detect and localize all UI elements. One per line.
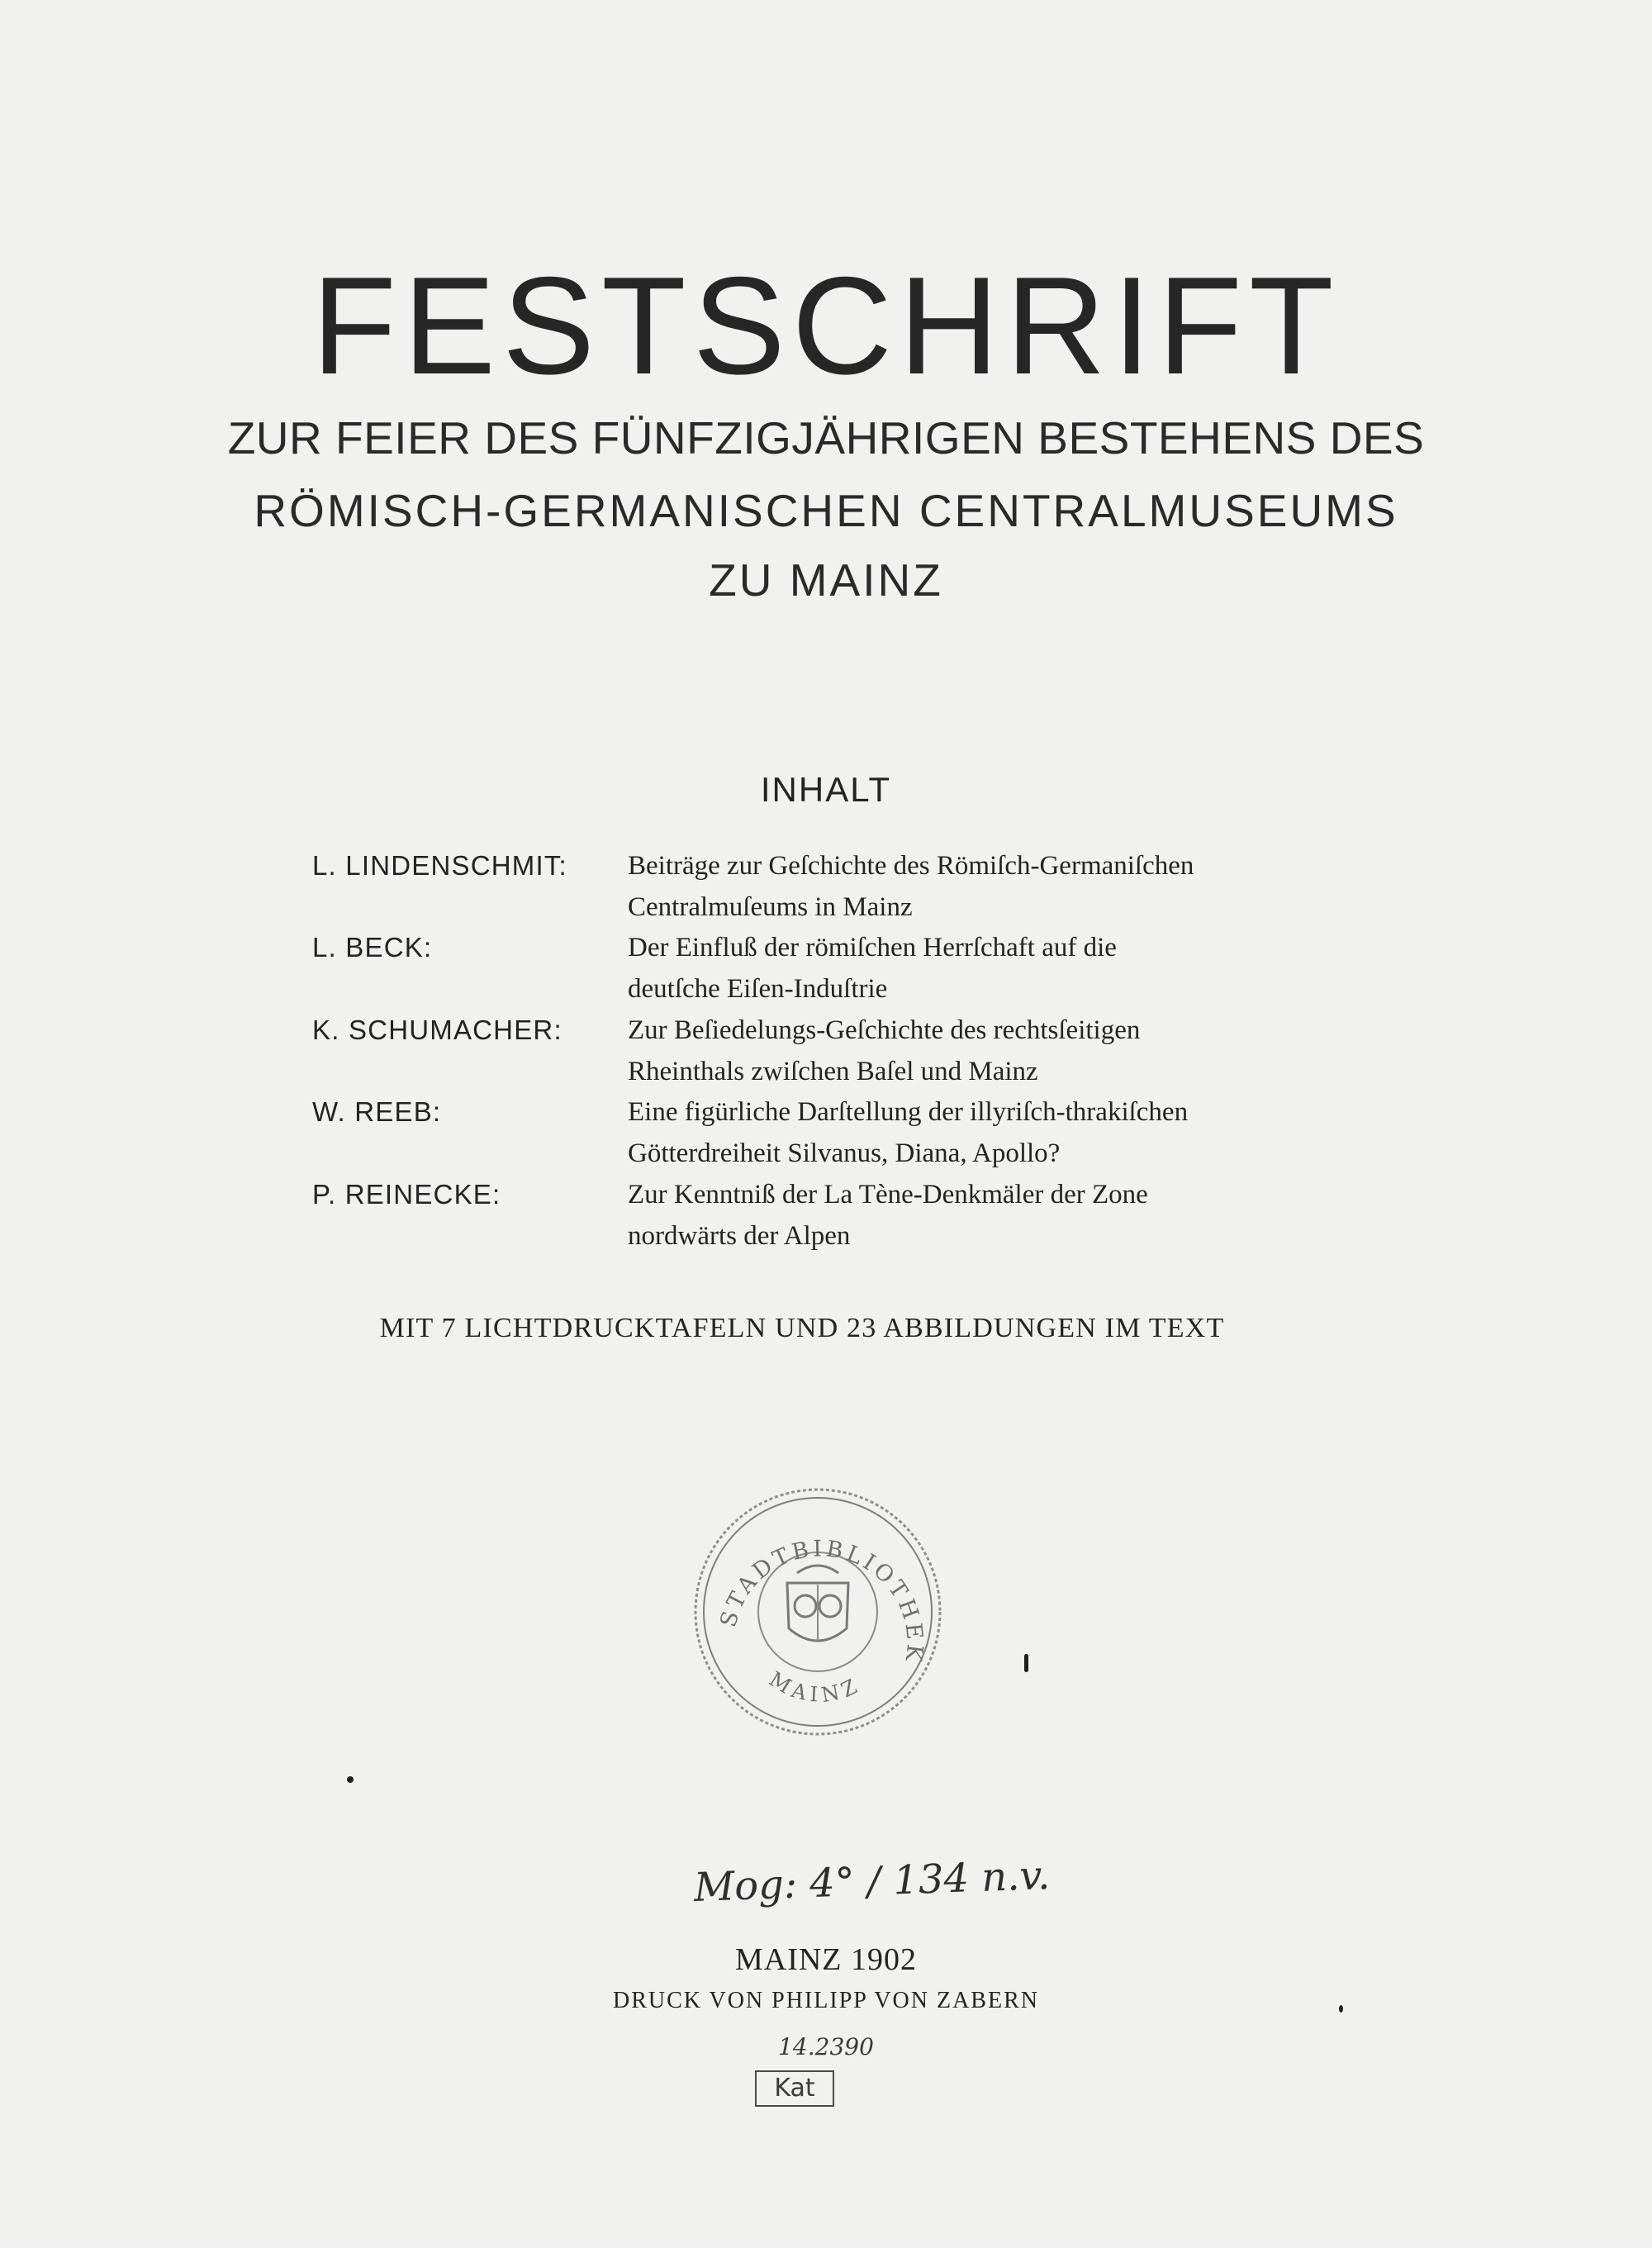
catalog-label: Kat xyxy=(755,2070,834,2107)
toc-title xyxy=(628,845,1290,928)
toc-title-line: Rheinthals zwiſchen Baſel und Mainz xyxy=(628,1057,1038,1086)
toc-title-line: Der Einfluß der römiſchen Herrſchaft auf die xyxy=(628,933,1117,962)
toc-title-line: Zur Beſiedelungs-Geſchichte des rechtsſeitigen xyxy=(628,1015,1141,1045)
toc-title xyxy=(628,1174,1290,1257)
accession-number: 14.2390 xyxy=(778,2033,874,2060)
toc-title-line: Götterdreiheit Silvanus, Diana, Apollo? xyxy=(628,1138,1061,1168)
coat-of-arms-icon xyxy=(787,1566,848,1641)
contents-heading: INHALT xyxy=(760,770,892,809)
ink-speck xyxy=(1024,1654,1028,1672)
toc-title-line: Eine figürliche Darſtellung der illyriſch-thrakiſchen xyxy=(628,1097,1189,1127)
toc-title xyxy=(628,1091,1290,1174)
toc-title-line: nordwärts der Alpen xyxy=(628,1221,851,1251)
stamp-text: STADTBIBLIOTHEK xyxy=(715,1536,928,1666)
toc-author: L. BECK: xyxy=(312,932,433,962)
ink-speck xyxy=(1339,2005,1343,2013)
ink-speck xyxy=(347,1776,354,1783)
toc-title-line: Centralmuſeums in Mainz xyxy=(628,892,913,922)
toc-title xyxy=(628,1010,1290,1092)
subtitle-line-2: RÖMISCH-GERMANISCHEN CENTRALMUSEUMS xyxy=(254,485,1398,536)
toc-title-line: Zur Kenntniß der La Tène-Denkmäler der Zone xyxy=(628,1180,1148,1210)
subtitle-line-1: ZUR FEIER DES FÜNFZIGJÄHRIGEN BESTEHENS DES xyxy=(227,412,1425,463)
toc-author: K. SCHUMACHER: xyxy=(312,1015,563,1045)
toc-title-line: Beiträge zur Geſchichte des Römiſch-Germaniſchen xyxy=(628,851,1194,881)
imprint-printer: DRUCK VON PHILIPP VON ZABERN xyxy=(613,1988,1039,2013)
library-stamp xyxy=(690,1484,946,1740)
page-title: FESTSCHRIFT xyxy=(311,248,1341,403)
imprint-place-year: MAINZ 1902 xyxy=(734,1942,918,1977)
shelfmark-handwritten: Mog: 4° / 134 n.v. xyxy=(693,1851,1051,1911)
toc-author: L. LINDENSCHMIT: xyxy=(312,850,567,881)
toc-title-line: deutſche Eiſen-Induſtrie xyxy=(628,974,888,1004)
toc-title xyxy=(628,927,1290,1010)
subtitle-line-3: ZU MAINZ xyxy=(709,554,943,606)
toc-author: P. REINECKE: xyxy=(312,1179,501,1210)
illustrations-note: MIT 7 LICHTDRUCKTAFELN UND 23 ABBILDUNGEN IM TEXT xyxy=(379,1313,1225,1343)
stamp-text: MAINZ xyxy=(765,1666,866,1708)
toc-author: W. REEB: xyxy=(312,1096,442,1127)
